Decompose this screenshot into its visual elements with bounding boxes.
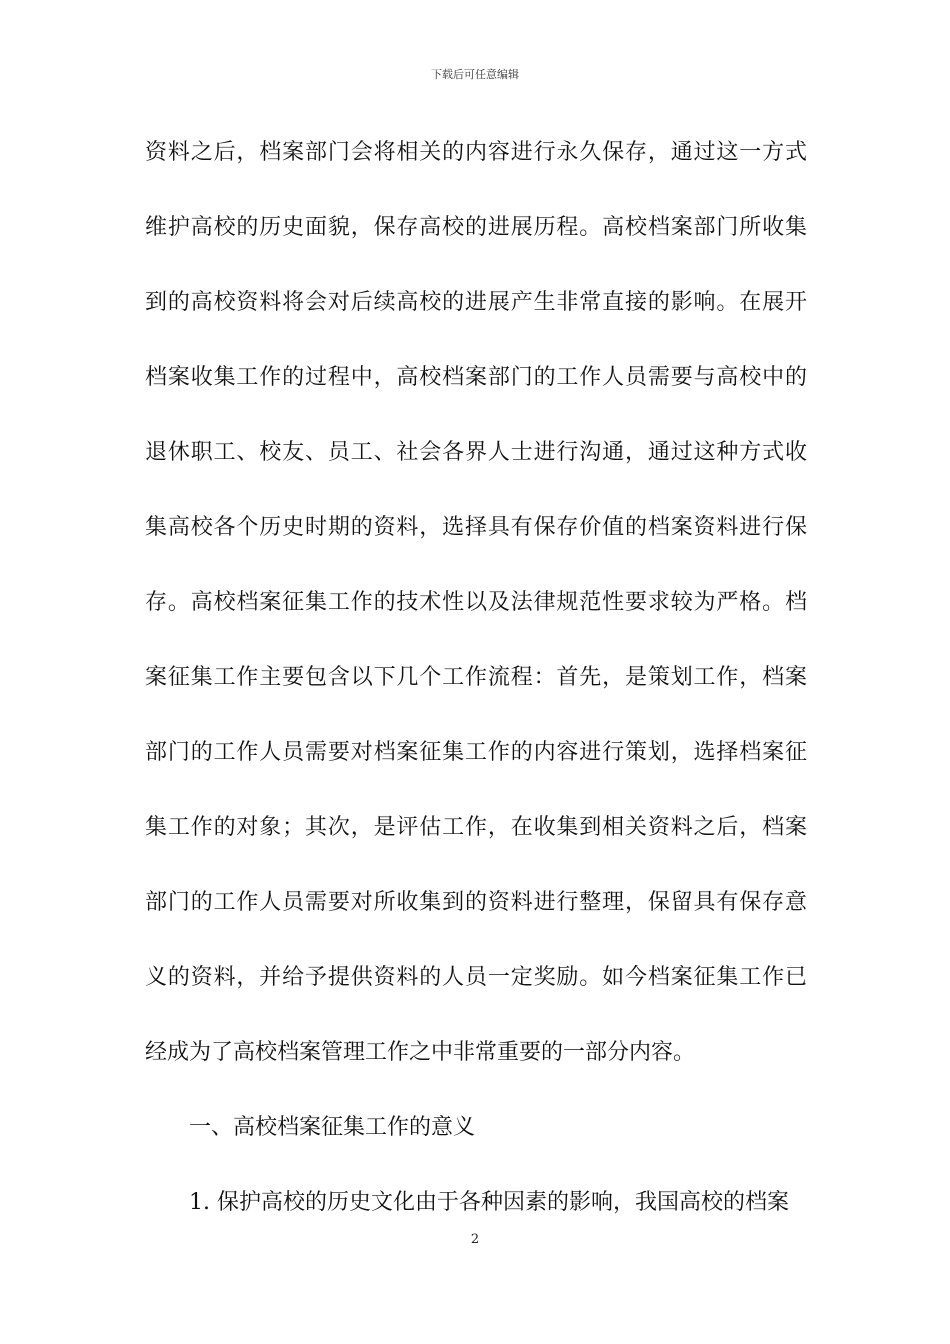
paragraph-line: 义的资料，并给予提供资料的人员一定奖励。如今档案征集工作已	[145, 965, 807, 990]
paragraph-line: 维护高校的历史面貌，保存高校的进展历程。高校档案部门所收集	[145, 215, 807, 240]
subsection-line: 1. 保护高校的历史文化由于各种因素的影响，我国高校的档案	[189, 1190, 789, 1215]
page-number: 2	[470, 1232, 480, 1247]
page-header: 下载后可任意编辑	[431, 68, 519, 81]
section-heading: 一、高校档案征集工作的意义	[189, 1115, 476, 1140]
paragraph-line: 集高校各个历史时期的资料，选择具有保存价值的档案资料进行保	[145, 515, 807, 540]
paragraph-line: 到的高校资料将会对后续高校的进展产生非常直接的影响。在展开	[145, 290, 807, 315]
paragraph-line: 资料之后，档案部门会将相关的内容进行永久保存，通过这一方式	[145, 140, 807, 165]
paragraph-line: 退休职工、校友、员工、社会各界人士进行沟通，通过这种方式收	[145, 440, 807, 465]
paragraph-line-last: 经成为了高校档案管理工作之中非常重要的一部分内容。	[145, 1040, 696, 1065]
paragraph-line: 案征集工作主要包含以下几个工作流程：首先，是策划工作，档案	[145, 665, 807, 690]
paragraph-line: 部门的工作人员需要对档案征集工作的内容进行策划，选择档案征	[145, 740, 807, 765]
paragraph-line: 档案收集工作的过程中，高校档案部门的工作人员需要与高校中的	[145, 365, 807, 390]
paragraph-line: 存。高校档案征集工作的技术性以及法律规范性要求较为严格。档	[145, 590, 807, 615]
paragraph-line: 集工作的对象；其次，是评估工作，在收集到相关资料之后，档案	[145, 815, 807, 840]
document-body	[145, 129, 807, 1254]
paragraph-line: 部门的工作人员需要对所收集到的资料进行整理，保留具有保存意	[145, 890, 807, 915]
